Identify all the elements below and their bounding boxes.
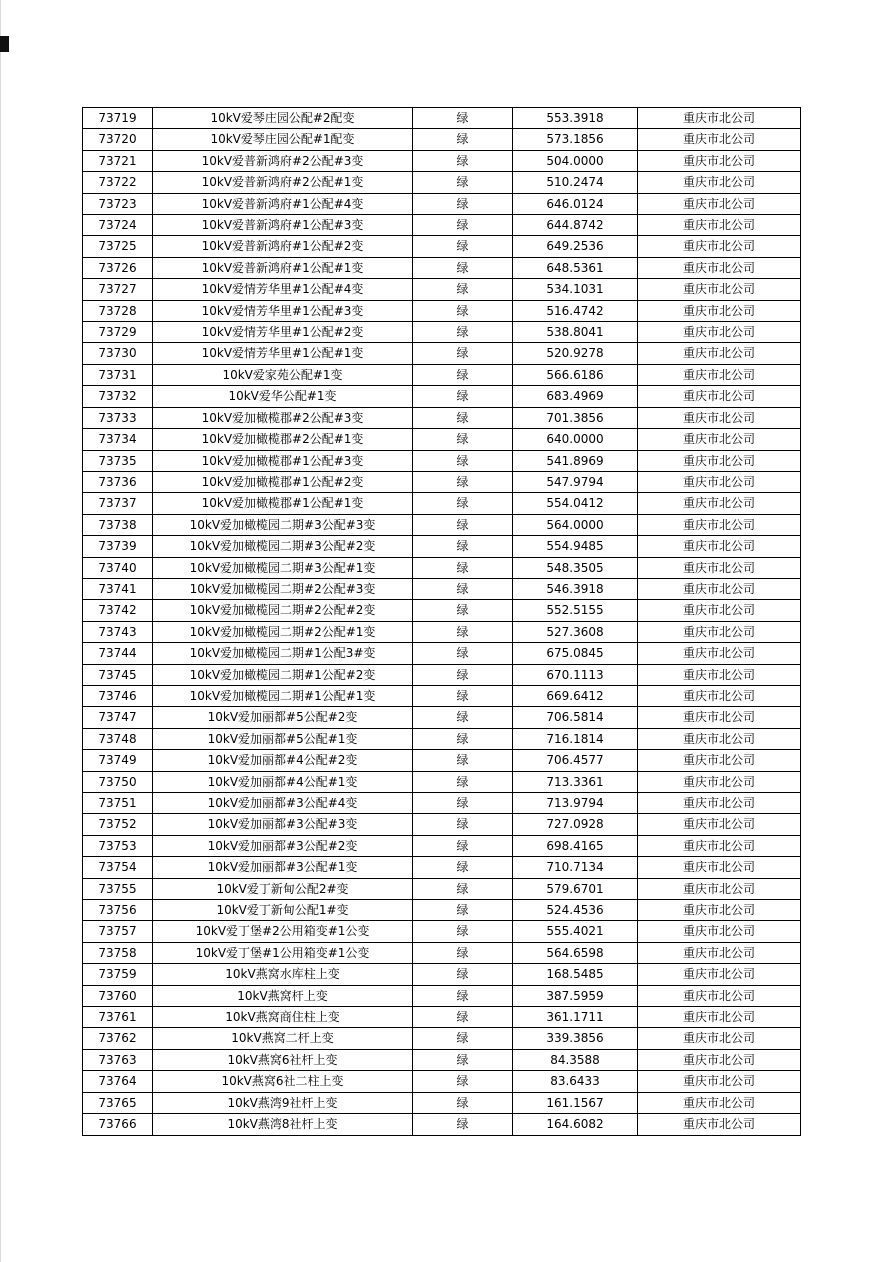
cell-status: 绿 (413, 921, 513, 942)
table-row (83, 450, 801, 471)
cell-company: 重庆市北公司 (638, 664, 801, 685)
table-row (83, 1092, 801, 1113)
cell-id: 73729 (83, 322, 153, 343)
cell-value: 701.3856 (513, 407, 638, 428)
cell-name: 10kV爱加橄榄园二期#1公配#2变 (153, 664, 413, 685)
table-row (83, 536, 801, 557)
cell-company: 重庆市北公司 (638, 1028, 801, 1049)
cell-id: 73746 (83, 685, 153, 706)
cell-company: 重庆市北公司 (638, 942, 801, 963)
cell-id: 73737 (83, 493, 153, 514)
cell-status: 绿 (413, 814, 513, 835)
cell-status: 绿 (413, 857, 513, 878)
cell-company: 重庆市北公司 (638, 536, 801, 557)
cell-status: 绿 (413, 600, 513, 621)
cell-name: 10kV爱普新鸿府#1公配#3变 (153, 215, 413, 236)
cell-id: 73726 (83, 257, 153, 278)
cell-value: 524.4536 (513, 900, 638, 921)
cell-company: 重庆市北公司 (638, 814, 801, 835)
cell-id: 73753 (83, 835, 153, 856)
table-row (83, 793, 801, 814)
cell-value: 84.3588 (513, 1049, 638, 1070)
cell-status: 绿 (413, 942, 513, 963)
cell-status: 绿 (413, 1007, 513, 1028)
cell-value: 504.0000 (513, 150, 638, 171)
cell-value: 698.4165 (513, 835, 638, 856)
cell-value: 564.6598 (513, 942, 638, 963)
cell-value: 649.2536 (513, 236, 638, 257)
table-row (83, 364, 801, 385)
cell-id: 73760 (83, 985, 153, 1006)
cell-id: 73747 (83, 707, 153, 728)
cell-status: 绿 (413, 835, 513, 856)
cell-name: 10kV爱丁新甸公配2#变 (153, 878, 413, 899)
cell-company: 重庆市北公司 (638, 407, 801, 428)
cell-value: 554.0412 (513, 493, 638, 514)
table-row (83, 707, 801, 728)
cell-value: 706.5814 (513, 707, 638, 728)
cell-status: 绿 (413, 150, 513, 171)
table-row (83, 750, 801, 771)
cell-value: 713.9794 (513, 793, 638, 814)
cell-status: 绿 (413, 450, 513, 471)
cell-id: 73765 (83, 1092, 153, 1113)
cell-value: 713.3361 (513, 771, 638, 792)
cell-name: 10kV爱丁堡#2公用箱变#1公变 (153, 921, 413, 942)
cell-id: 73730 (83, 343, 153, 364)
cell-status: 绿 (413, 900, 513, 921)
cell-name: 10kV爱普新鸿府#1公配#4变 (153, 193, 413, 214)
cell-id: 73733 (83, 407, 153, 428)
table-row (83, 621, 801, 642)
cell-status: 绿 (413, 578, 513, 599)
cell-id: 73743 (83, 621, 153, 642)
cell-company: 重庆市北公司 (638, 1049, 801, 1070)
cell-status: 绿 (413, 279, 513, 300)
cell-value: 675.0845 (513, 643, 638, 664)
cell-company: 重庆市北公司 (638, 964, 801, 985)
cell-status: 绿 (413, 322, 513, 343)
cell-id: 73748 (83, 728, 153, 749)
cell-id: 73740 (83, 557, 153, 578)
cell-name: 10kV爱加橄榄郡#2公配#3变 (153, 407, 413, 428)
cell-company: 重庆市北公司 (638, 1071, 801, 1092)
scan-artifact-mark (0, 36, 9, 52)
cell-id: 73751 (83, 793, 153, 814)
cell-value: 716.1814 (513, 728, 638, 749)
scan-edge-line (0, 0, 1, 1262)
cell-company: 重庆市北公司 (638, 108, 801, 129)
cell-status: 绿 (413, 236, 513, 257)
cell-name: 10kV爱家苑公配#1变 (153, 364, 413, 385)
table-row (83, 964, 801, 985)
cell-company: 重庆市北公司 (638, 857, 801, 878)
table-row (83, 129, 801, 150)
cell-name: 10kV爱加橄榄郡#1公配#2变 (153, 471, 413, 492)
cell-name: 10kV爱普新鸿府#1公配#1变 (153, 257, 413, 278)
cell-id: 73734 (83, 429, 153, 450)
cell-company: 重庆市北公司 (638, 150, 801, 171)
cell-id: 73750 (83, 771, 153, 792)
table-row (83, 857, 801, 878)
cell-name: 10kV爱加橄榄园二期#3公配#1变 (153, 557, 413, 578)
cell-id: 73727 (83, 279, 153, 300)
cell-company: 重庆市北公司 (638, 236, 801, 257)
cell-id: 73725 (83, 236, 153, 257)
cell-company: 重庆市北公司 (638, 835, 801, 856)
cell-name: 10kV爱加橄榄郡#2公配#1变 (153, 429, 413, 450)
cell-value: 548.3505 (513, 557, 638, 578)
table-body (83, 108, 801, 1136)
cell-name: 10kV爱加丽都#4公配#1变 (153, 771, 413, 792)
cell-value: 646.0124 (513, 193, 638, 214)
table-row (83, 921, 801, 942)
table-row (83, 1049, 801, 1070)
cell-company: 重庆市北公司 (638, 600, 801, 621)
cell-status: 绿 (413, 108, 513, 129)
cell-name: 10kV爱加橄榄园二期#1公配3#变 (153, 643, 413, 664)
cell-status: 绿 (413, 172, 513, 193)
cell-name: 10kV燕窝二杆上变 (153, 1028, 413, 1049)
cell-company: 重庆市北公司 (638, 129, 801, 150)
cell-value: 579.6701 (513, 878, 638, 899)
cell-company: 重庆市北公司 (638, 728, 801, 749)
cell-company: 重庆市北公司 (638, 343, 801, 364)
cell-name: 10kV爱普新鸿府#1公配#2变 (153, 236, 413, 257)
cell-id: 73761 (83, 1007, 153, 1028)
table-row (83, 172, 801, 193)
cell-id: 73719 (83, 108, 153, 129)
cell-company: 重庆市北公司 (638, 364, 801, 385)
cell-id: 73742 (83, 600, 153, 621)
cell-name: 10kV爱加丽都#5公配#2变 (153, 707, 413, 728)
cell-id: 73756 (83, 900, 153, 921)
cell-value: 538.8041 (513, 322, 638, 343)
cell-value: 527.3608 (513, 621, 638, 642)
cell-id: 73755 (83, 878, 153, 899)
cell-status: 绿 (413, 1049, 513, 1070)
cell-company: 重庆市北公司 (638, 621, 801, 642)
cell-company: 重庆市北公司 (638, 578, 801, 599)
table-row (83, 578, 801, 599)
cell-name: 10kV爱普新鸿府#2公配#1变 (153, 172, 413, 193)
cell-company: 重庆市北公司 (638, 685, 801, 706)
table-row (83, 1071, 801, 1092)
cell-company: 重庆市北公司 (638, 450, 801, 471)
cell-status: 绿 (413, 621, 513, 642)
cell-name: 10kV爱加丽都#3公配#2变 (153, 835, 413, 856)
table-row (83, 1028, 801, 1049)
cell-status: 绿 (413, 386, 513, 407)
cell-name: 10kV燕湾8社杆上变 (153, 1114, 413, 1135)
table-row (83, 814, 801, 835)
cell-company: 重庆市北公司 (638, 900, 801, 921)
cell-id: 73732 (83, 386, 153, 407)
cell-name: 10kV爱加丽都#3公配#3变 (153, 814, 413, 835)
cell-value: 573.1856 (513, 129, 638, 150)
table-row (83, 685, 801, 706)
cell-name: 10kV爱情芳华里#1公配#1变 (153, 343, 413, 364)
cell-status: 绿 (413, 215, 513, 236)
cell-status: 绿 (413, 429, 513, 450)
cell-status: 绿 (413, 964, 513, 985)
table-row (83, 878, 801, 899)
cell-id: 73754 (83, 857, 153, 878)
cell-value: 555.4021 (513, 921, 638, 942)
table-row (83, 150, 801, 171)
cell-company: 重庆市北公司 (638, 771, 801, 792)
cell-value: 552.5155 (513, 600, 638, 621)
cell-id: 73766 (83, 1114, 153, 1135)
cell-status: 绿 (413, 407, 513, 428)
cell-status: 绿 (413, 536, 513, 557)
cell-id: 73739 (83, 536, 153, 557)
table-row (83, 600, 801, 621)
table-row (83, 279, 801, 300)
cell-name: 10kV爱加丽都#3公配#1变 (153, 857, 413, 878)
table-row (83, 1007, 801, 1028)
cell-company: 重庆市北公司 (638, 750, 801, 771)
cell-value: 670.1113 (513, 664, 638, 685)
cell-status: 绿 (413, 771, 513, 792)
cell-value: 554.9485 (513, 536, 638, 557)
cell-status: 绿 (413, 1071, 513, 1092)
cell-name: 10kV燕窝6社二柱上变 (153, 1071, 413, 1092)
cell-value: 727.0928 (513, 814, 638, 835)
cell-company: 重庆市北公司 (638, 172, 801, 193)
cell-id: 73752 (83, 814, 153, 835)
cell-value: 339.3856 (513, 1028, 638, 1049)
cell-id: 73763 (83, 1049, 153, 1070)
cell-company: 重庆市北公司 (638, 878, 801, 899)
cell-name: 10kV爱丁新甸公配1#变 (153, 900, 413, 921)
cell-id: 73759 (83, 964, 153, 985)
cell-id: 73728 (83, 300, 153, 321)
cell-company: 重庆市北公司 (638, 1114, 801, 1135)
table-row (83, 1114, 801, 1135)
table-row (83, 236, 801, 257)
cell-status: 绿 (413, 878, 513, 899)
cell-name: 10kV燕窝商住柱上变 (153, 1007, 413, 1028)
cell-status: 绿 (413, 300, 513, 321)
cell-name: 10kV燕窝水库柱上变 (153, 964, 413, 985)
cell-name: 10kV爱情芳华里#1公配#4变 (153, 279, 413, 300)
cell-status: 绿 (413, 493, 513, 514)
table-row (83, 985, 801, 1006)
cell-value: 710.7134 (513, 857, 638, 878)
cell-id: 73722 (83, 172, 153, 193)
table-row (83, 835, 801, 856)
cell-status: 绿 (413, 129, 513, 150)
cell-status: 绿 (413, 643, 513, 664)
cell-name: 10kV爱加丽都#3公配#4变 (153, 793, 413, 814)
cell-name: 10kV爱琴庄园公配#2配变 (153, 108, 413, 129)
cell-status: 绿 (413, 343, 513, 364)
table-row (83, 728, 801, 749)
cell-company: 重庆市北公司 (638, 1007, 801, 1028)
cell-company: 重庆市北公司 (638, 793, 801, 814)
cell-company: 重庆市北公司 (638, 921, 801, 942)
cell-value: 706.4577 (513, 750, 638, 771)
cell-name: 10kV爱加丽都#4公配#2变 (153, 750, 413, 771)
transformer-table-container (82, 107, 801, 1136)
cell-value: 648.5361 (513, 257, 638, 278)
cell-value: 510.2474 (513, 172, 638, 193)
table-row (83, 193, 801, 214)
cell-value: 161.1567 (513, 1092, 638, 1113)
cell-value: 547.9794 (513, 471, 638, 492)
cell-company: 重庆市北公司 (638, 557, 801, 578)
cell-status: 绿 (413, 985, 513, 1006)
cell-id: 73764 (83, 1071, 153, 1092)
cell-company: 重庆市北公司 (638, 300, 801, 321)
table-row (83, 407, 801, 428)
cell-company: 重庆市北公司 (638, 707, 801, 728)
table-row (83, 493, 801, 514)
table-row (83, 771, 801, 792)
cell-value: 546.3918 (513, 578, 638, 599)
cell-company: 重庆市北公司 (638, 257, 801, 278)
cell-value: 387.5959 (513, 985, 638, 1006)
table-row (83, 557, 801, 578)
cell-status: 绿 (413, 1028, 513, 1049)
cell-id: 73731 (83, 364, 153, 385)
cell-value: 566.6186 (513, 364, 638, 385)
cell-name: 10kV爱琴庄园公配#1配变 (153, 129, 413, 150)
cell-status: 绿 (413, 193, 513, 214)
cell-id: 73720 (83, 129, 153, 150)
table-row (83, 429, 801, 450)
cell-name: 10kV爱加橄榄郡#1公配#1变 (153, 493, 413, 514)
cell-name: 10kV爱加橄榄园二期#2公配#1变 (153, 621, 413, 642)
cell-id: 73741 (83, 578, 153, 599)
table-row (83, 300, 801, 321)
cell-value: 83.6433 (513, 1071, 638, 1092)
cell-company: 重庆市北公司 (638, 386, 801, 407)
cell-id: 73745 (83, 664, 153, 685)
table-row (83, 386, 801, 407)
cell-name: 10kV爱加丽都#5公配#1变 (153, 728, 413, 749)
cell-status: 绿 (413, 257, 513, 278)
table-row (83, 900, 801, 921)
cell-company: 重庆市北公司 (638, 471, 801, 492)
cell-value: 644.8742 (513, 215, 638, 236)
table-row (83, 514, 801, 535)
cell-company: 重庆市北公司 (638, 429, 801, 450)
cell-name: 10kV爱普新鸿府#2公配#3变 (153, 150, 413, 171)
cell-status: 绿 (413, 1092, 513, 1113)
cell-id: 73721 (83, 150, 153, 171)
cell-id: 73738 (83, 514, 153, 535)
table-row (83, 322, 801, 343)
cell-id: 73762 (83, 1028, 153, 1049)
table-row (83, 471, 801, 492)
cell-company: 重庆市北公司 (638, 279, 801, 300)
cell-company: 重庆市北公司 (638, 493, 801, 514)
cell-company: 重庆市北公司 (638, 322, 801, 343)
cell-name: 10kV燕湾9社杆上变 (153, 1092, 413, 1113)
cell-value: 520.9278 (513, 343, 638, 364)
cell-status: 绿 (413, 728, 513, 749)
cell-id: 73758 (83, 942, 153, 963)
cell-value: 683.4969 (513, 386, 638, 407)
cell-name: 10kV爱加橄榄园二期#1公配#1变 (153, 685, 413, 706)
cell-status: 绿 (413, 793, 513, 814)
cell-name: 10kV爱加橄榄园二期#2公配#3变 (153, 578, 413, 599)
table-row (83, 215, 801, 236)
cell-name: 10kV爱加橄榄郡#1公配#3变 (153, 450, 413, 471)
cell-company: 重庆市北公司 (638, 1092, 801, 1113)
cell-status: 绿 (413, 471, 513, 492)
cell-id: 73744 (83, 643, 153, 664)
table-row (83, 108, 801, 129)
cell-status: 绿 (413, 557, 513, 578)
table-row (83, 664, 801, 685)
cell-company: 重庆市北公司 (638, 985, 801, 1006)
cell-value: 669.6412 (513, 685, 638, 706)
cell-value: 168.5485 (513, 964, 638, 985)
cell-status: 绿 (413, 514, 513, 535)
cell-value: 553.3918 (513, 108, 638, 129)
cell-status: 绿 (413, 1114, 513, 1135)
cell-id: 73736 (83, 471, 153, 492)
cell-status: 绿 (413, 664, 513, 685)
table-row (83, 343, 801, 364)
cell-name: 10kV爱加橄榄园二期#3公配#2变 (153, 536, 413, 557)
cell-company: 重庆市北公司 (638, 643, 801, 664)
cell-id: 73735 (83, 450, 153, 471)
cell-status: 绿 (413, 750, 513, 771)
cell-name: 10kV燕窝杆上变 (153, 985, 413, 1006)
cell-value: 541.8969 (513, 450, 638, 471)
cell-value: 534.1031 (513, 279, 638, 300)
cell-name: 10kV爱情芳华里#1公配#2变 (153, 322, 413, 343)
cell-value: 564.0000 (513, 514, 638, 535)
table-row (83, 942, 801, 963)
cell-name: 10kV爱丁堡#1公用箱变#1公变 (153, 942, 413, 963)
table-row (83, 643, 801, 664)
cell-value: 516.4742 (513, 300, 638, 321)
cell-id: 73724 (83, 215, 153, 236)
cell-status: 绿 (413, 685, 513, 706)
cell-id: 73749 (83, 750, 153, 771)
cell-name: 10kV爱情芳华里#1公配#3变 (153, 300, 413, 321)
cell-id: 73757 (83, 921, 153, 942)
cell-status: 绿 (413, 364, 513, 385)
cell-company: 重庆市北公司 (638, 215, 801, 236)
cell-value: 164.6082 (513, 1114, 638, 1135)
cell-name: 10kV爱华公配#1变 (153, 386, 413, 407)
cell-name: 10kV爱加橄榄园二期#3公配#3变 (153, 514, 413, 535)
cell-name: 10kV燕窝6社杆上变 (153, 1049, 413, 1070)
table-row (83, 257, 801, 278)
cell-value: 640.0000 (513, 429, 638, 450)
transformer-table (82, 107, 801, 1136)
cell-status: 绿 (413, 707, 513, 728)
cell-id: 73723 (83, 193, 153, 214)
cell-value: 361.1711 (513, 1007, 638, 1028)
cell-name: 10kV爱加橄榄园二期#2公配#2变 (153, 600, 413, 621)
cell-company: 重庆市北公司 (638, 193, 801, 214)
cell-company: 重庆市北公司 (638, 514, 801, 535)
